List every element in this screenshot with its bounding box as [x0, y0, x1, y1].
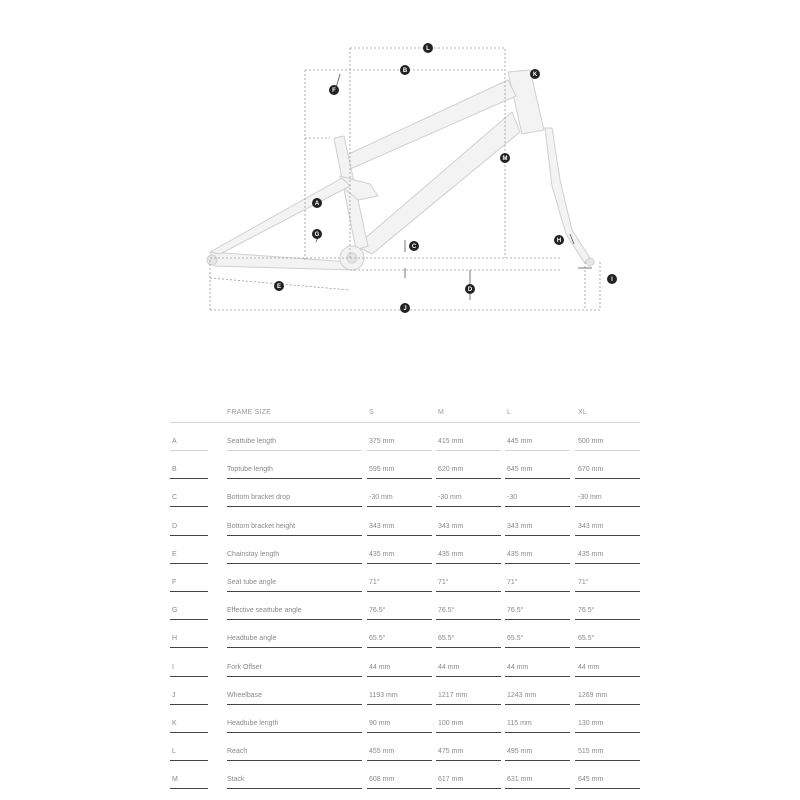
row-key: I	[172, 663, 174, 671]
row-value: 343 mm	[438, 522, 464, 530]
table-rule	[436, 704, 501, 705]
marker-f-label: F	[332, 88, 336, 94]
row-value: 435 mm	[369, 550, 395, 558]
marker-d	[465, 284, 475, 294]
row-name: Headtube length	[227, 720, 279, 727]
row-value: 76.5°	[369, 607, 386, 615]
row-value: 76.5°	[438, 607, 455, 615]
row-value: -30 mm	[369, 494, 393, 502]
table-rule	[367, 676, 432, 677]
marker-b-label: B	[402, 68, 408, 74]
row-value: 65.5°	[507, 635, 524, 643]
row-value: 44 mm	[578, 663, 600, 671]
table-rule	[227, 478, 362, 479]
row-value: 115 mm	[507, 720, 532, 727]
row-value: 44 mm	[438, 663, 460, 671]
table-rule	[367, 788, 432, 789]
marker-j-label: J	[403, 306, 407, 312]
row-key: J	[172, 691, 176, 699]
row-key: C	[172, 494, 178, 502]
row-value: 631 mm	[507, 776, 533, 784]
table-rule	[575, 676, 640, 677]
row-value: 670 mm	[578, 466, 604, 474]
row-value: 343 mm	[578, 522, 604, 530]
row-value: 343 mm	[507, 522, 533, 530]
table-rule	[575, 506, 640, 507]
row-value: 608 mm	[369, 776, 395, 784]
marker-k-label: K	[532, 72, 538, 78]
row-value: 475 mm	[438, 748, 464, 756]
row-value: 515 mm	[578, 748, 604, 756]
bike-frame	[207, 70, 594, 270]
row-value: 71°	[438, 579, 449, 586]
table-rule	[170, 760, 208, 761]
row-value: 645 mm	[507, 466, 533, 474]
table-rule	[367, 478, 432, 479]
table-rule	[367, 619, 432, 620]
row-value: 620 mm	[438, 466, 464, 474]
table-rule	[227, 732, 362, 733]
table-rule	[575, 535, 640, 536]
table-rule	[436, 478, 501, 479]
table-rule	[505, 563, 570, 564]
table-rule	[227, 647, 362, 648]
table-rule	[227, 788, 362, 789]
row-key: E	[172, 550, 177, 558]
row-value: 617 mm	[438, 776, 464, 784]
table-rule	[436, 760, 501, 761]
row-value: 71°	[369, 579, 380, 586]
table-rule	[170, 563, 208, 564]
table-rule	[436, 506, 501, 507]
row-name: Stack	[227, 776, 245, 784]
table-rule	[436, 450, 501, 451]
marker-l-label: L	[426, 46, 430, 52]
table-rule	[227, 704, 362, 705]
row-name: Fork Offset	[227, 663, 262, 671]
marker-j	[400, 303, 410, 313]
table-rule	[367, 591, 432, 592]
table-rule	[436, 788, 501, 789]
table-rule	[170, 704, 208, 705]
row-value: 65.5°	[369, 635, 386, 643]
row-value: 44 mm	[369, 663, 391, 671]
table-rule	[436, 619, 501, 620]
header-size-l: L	[507, 409, 512, 416]
table-rule	[170, 647, 208, 648]
table-rule	[436, 647, 501, 648]
marker-g	[312, 229, 322, 239]
marker-i-label: I	[611, 277, 613, 283]
marker-c	[409, 241, 419, 251]
table-rule	[367, 535, 432, 536]
table-rule	[575, 591, 640, 592]
row-value: 455 mm	[369, 748, 395, 756]
table-rule	[367, 450, 432, 451]
table-rule	[227, 591, 362, 592]
marker-h-label: H	[556, 238, 562, 244]
table-rule	[505, 647, 570, 648]
table-rule	[367, 760, 432, 761]
row-name: Seat tube angle	[227, 579, 277, 586]
table-rule	[227, 676, 362, 677]
row-value: 44 mm	[507, 663, 529, 671]
table-rule	[575, 647, 640, 648]
marker-i	[607, 274, 617, 284]
row-value: 130 mm	[578, 720, 604, 727]
row-value: 343 mm	[369, 522, 395, 530]
row-name: Bottom bracket height	[227, 522, 296, 530]
table-rule	[170, 450, 208, 451]
table-rule	[227, 506, 362, 507]
row-key: F	[172, 579, 177, 586]
row-value: 100 mm	[438, 720, 464, 727]
row-name: Chainstay length	[227, 550, 280, 558]
table-rule	[170, 422, 640, 423]
table-rule	[170, 788, 208, 789]
row-value: 76.5°	[578, 607, 595, 615]
row-key: M	[172, 776, 178, 784]
row-key: L	[172, 748, 176, 756]
row-name: Seattube length	[227, 438, 277, 445]
marker-f	[329, 85, 339, 95]
table-rule	[505, 619, 570, 620]
row-value: 65.5°	[438, 635, 455, 643]
table-rule	[575, 619, 640, 620]
marker-m-label: M	[502, 156, 508, 162]
marker-g-label: G	[314, 232, 320, 238]
table-rule	[436, 591, 501, 592]
row-key: G	[172, 607, 178, 615]
marker-a	[312, 198, 322, 208]
row-name: Effective seattube angle	[227, 607, 302, 615]
row-name: Reach	[227, 748, 248, 756]
row-value: 375 mm	[369, 438, 395, 445]
table-rule	[505, 506, 570, 507]
row-value: 65.5°	[578, 635, 595, 643]
table-rule	[505, 788, 570, 789]
table-rule	[575, 704, 640, 705]
header-size-m: M	[438, 409, 445, 416]
marker-c-label: C	[411, 244, 417, 250]
row-value: 415 mm	[438, 438, 464, 445]
table-rule	[505, 450, 570, 451]
table-rule	[227, 450, 362, 451]
marker-e	[274, 281, 284, 291]
table-rule	[505, 591, 570, 592]
row-value: 1243 mm	[507, 691, 537, 699]
table-rule	[170, 591, 208, 592]
table-rule	[170, 478, 208, 479]
marker-b	[400, 65, 410, 75]
table-rule	[170, 732, 208, 733]
row-value: 445 mm	[507, 438, 533, 445]
row-key: D	[172, 522, 178, 530]
row-value: 71°	[578, 579, 589, 586]
table-rule	[505, 535, 570, 536]
row-value: 1217 mm	[438, 691, 468, 699]
row-name: Wheelbase	[227, 691, 263, 699]
table-rule	[367, 732, 432, 733]
row-value: -30 mm	[438, 494, 462, 502]
table-rule	[505, 676, 570, 677]
row-value: 76.5°	[507, 607, 524, 615]
row-value: -30 mm	[578, 494, 602, 502]
table-rule	[170, 506, 208, 507]
row-key: A	[172, 438, 177, 445]
row-key: K	[172, 720, 177, 727]
row-value: 1193 mm	[369, 691, 398, 699]
row-value: 435 mm	[578, 550, 604, 558]
table-rule	[170, 676, 208, 677]
table-rule	[367, 647, 432, 648]
row-value: 595 mm	[369, 466, 395, 474]
table-rule	[505, 732, 570, 733]
table-rule	[170, 619, 208, 620]
table-rule	[575, 788, 640, 789]
table-rule	[227, 619, 362, 620]
row-value: 1269 mm	[578, 691, 608, 699]
table-rule	[575, 760, 640, 761]
marker-e-label: E	[276, 284, 282, 290]
table-rule	[575, 732, 640, 733]
table-rule	[367, 704, 432, 705]
row-key: B	[172, 466, 177, 474]
table-rule	[170, 535, 208, 536]
marker-k	[530, 69, 540, 79]
table-rule	[436, 535, 501, 536]
table-rule	[436, 676, 501, 677]
row-name: Bottom bracket drop	[227, 494, 291, 502]
marker-d-label: D	[467, 287, 473, 293]
table-rule	[367, 563, 432, 564]
table-rule	[436, 563, 501, 564]
row-value: -30	[507, 494, 518, 502]
table-rule	[227, 760, 362, 761]
table-rule	[505, 478, 570, 479]
table-rule	[505, 704, 570, 705]
table-rule	[436, 732, 501, 733]
table-rule	[227, 535, 362, 536]
header-frame-size: FRAME SIZE	[227, 409, 272, 416]
row-value: 435 mm	[507, 550, 533, 558]
table-rule	[227, 563, 362, 564]
table-rule	[575, 450, 640, 451]
row-key: H	[172, 635, 178, 643]
table-rule	[575, 478, 640, 479]
row-value: 71°	[507, 579, 518, 586]
table-rule	[367, 506, 432, 507]
row-name: Headtube angle	[227, 635, 277, 643]
row-value: 435 mm	[438, 550, 464, 558]
table-rule	[575, 563, 640, 564]
row-value: 495 mm	[507, 748, 533, 756]
row-value: 500 mm	[578, 438, 604, 445]
marker-m	[500, 153, 510, 163]
marker-h	[554, 235, 564, 245]
header-size-xl: XL	[578, 409, 587, 416]
row-value: 90 mm	[369, 720, 391, 727]
row-value: 645 mm	[578, 776, 604, 784]
marker-a-label: A	[314, 201, 320, 207]
marker-l	[423, 43, 433, 53]
row-name: Toptube length	[227, 466, 273, 474]
header-size-s: S	[369, 409, 374, 416]
table-rule	[505, 760, 570, 761]
frame-geometry-diagram	[0, 0, 800, 340]
